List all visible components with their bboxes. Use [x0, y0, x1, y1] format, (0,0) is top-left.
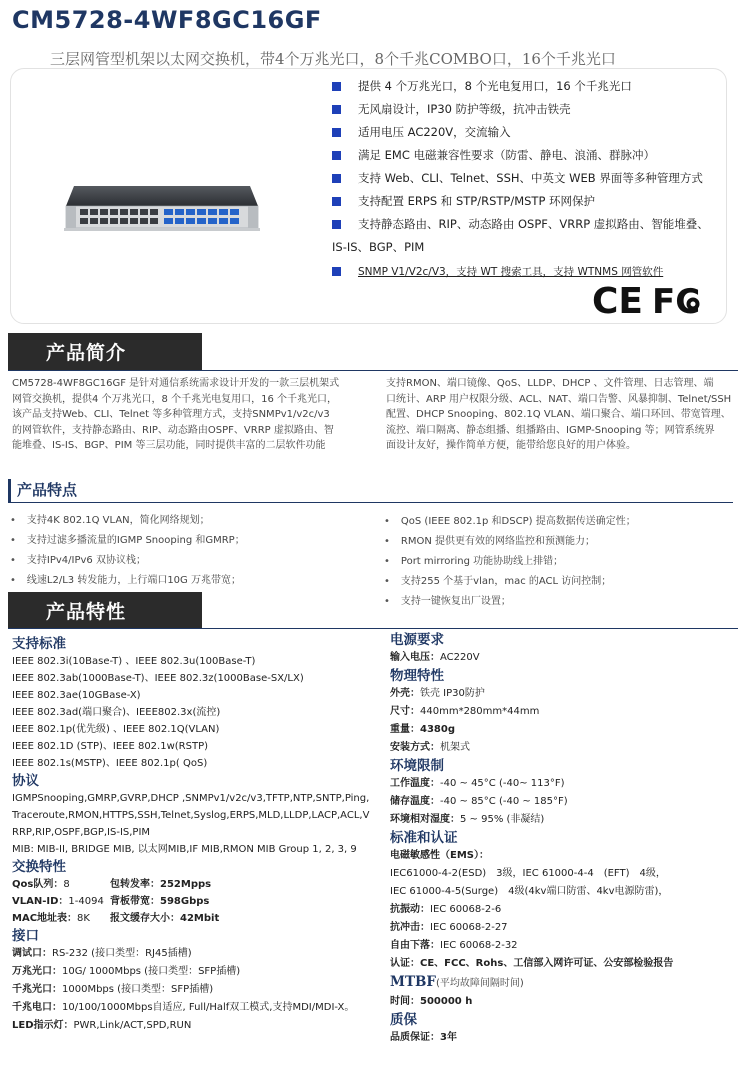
warranty-heading: 质保 — [390, 1012, 417, 1028]
warranty-item: 品质保证：3年 — [390, 1032, 457, 1043]
test-item: 抗冲击：IEC 60068-2-27 — [390, 922, 508, 933]
standard-item: IEEE 802.3ab(1000Base-T)、IEEE 802.3z(1000Base-SX/LX) — [12, 673, 304, 684]
feature-item: 支持静态路由、RIP、动态路由 OSPF、VRRP 虚拟路由、智能堆叠、 — [332, 216, 709, 232]
square-bullet-icon — [332, 174, 341, 183]
switching-heading: 交换特性 — [12, 859, 66, 875]
physical-item: 安装方式：机架式 — [390, 742, 470, 753]
standard-item: IEEE 802.1s(MSTP)、IEEE 802.1p( QoS) — [12, 758, 208, 769]
feature-item-continuation: IS-IS、BGP、PIM — [332, 240, 425, 254]
switch-product-image — [62, 182, 262, 234]
highlight-item: • 线速L2/L3 转发能力，上行端口10G 万兆带宽； — [10, 571, 245, 591]
specs-left-column — [12, 635, 374, 1035]
page-subtitle: 三层网管型机架以太网交换机，带4个万兆光口，8个千兆COMBO口，16个千兆光口 — [50, 50, 616, 68]
port-item: LED指示灯：PWR,Link/ACT,SPD,RUN — [12, 1020, 192, 1031]
intro-right-text: 支持RMON、端口镜像、QoS、LLDP、DHCP 、文件管理、日志管理、端 口统计、ARP 用户权限分级、ACL、NAT、端口告警、风暴抑制、Telnet/SSH 配置、DHCP Snooping、802.1Q VLAN、端口聚合、端口环回、带宽管理、 流控、端口隔离、静态组播、组播路由、IGMP-Snooping 等；网管系统界 面设计友好，操作简单方便，能带给您良好的用户体验。 — [386, 378, 732, 451]
svg-text:CE: CE — [592, 282, 644, 318]
standard-item: IEEE 802.1p(优先级) 、IEEE 802.1Q(VLAN) — [12, 724, 220, 735]
feature-item: 满足 EMC 电磁兼容性要求（防雷、静电、浪涌、群脉冲） — [332, 147, 655, 163]
power-item: 输入电压：AC220V — [390, 652, 480, 663]
physical-item: 外壳：铁壳 IP30防护 — [390, 688, 485, 699]
highlight-item: • QoS (IEEE 802.1p 和DSCP) 提高数据传送确定性； — [384, 512, 636, 532]
env-item: 储存温度：-40 ~ 85°C (-40 ~ 185°F) — [390, 796, 568, 807]
feature-item: 无风扇设计，IP30 防护等级，抗冲击铁壳 — [332, 101, 571, 117]
env-item: 工作温度：-40 ~ 45°C (-40~ 113°F) — [390, 778, 565, 789]
section-divider — [8, 628, 738, 629]
standard-item: IEEE 802.3ad(端口聚合)、IEEE802.3x(流控) — [12, 707, 221, 718]
protocol-heading: 协议 — [12, 773, 39, 789]
switching-row: VLAN-ID：1-4094 背板带宽：598Gbps — [12, 896, 210, 907]
feature-item: 适用电压 AC220V，交流输入 — [332, 124, 511, 140]
ce-logo — [592, 282, 643, 318]
switching-row: MAC地址表：8K 报文缓存大小：42Mbit — [12, 913, 220, 924]
protocol-list: IGMPSnooping,GMRP,GVRP,DHCP ,SNMPv1/v2c/v3,TFTP,NTP,SNTP,Ping,Traceroute,RMON,HTTPS,SSH,Telnet,Syslog,ERPS,MLD,LLDP,LACP,ACL,VRRP,RIP,OSPF,BGP,IS-IS,PIM — [12, 793, 370, 838]
square-bullet-icon — [332, 151, 341, 160]
intro-left-text: CM5728-4WF8GC16GF 是针对通信系统需求设计开发的一款三层机架式 网管交换机，提供4 个万兆光口，8 个千兆光电复用口，16 个千兆光口， 该产品支持Web、CLI、Telnet 等多种管理方式，支持SNMPv1/v2c/v3 的网管软件，支持静态路由、RIP、动态路由OSPF、VRRP 虚拟路由、智 能堆叠、IS-IS、BGP、PIM 等三层功能，同时提供丰富的二层软件功能 — [12, 378, 340, 451]
standard-item: IEEE 802.3i(10Base-T) 、IEEE 802.3u(100Base-T) — [12, 656, 256, 667]
mtbf-heading: MTBF(平均故障间隔时间) — [390, 974, 524, 990]
env-item: 环境相对湿度：5 ~ 95% (非凝结) — [390, 814, 545, 825]
fcc-logo — [652, 282, 700, 318]
square-bullet-icon — [332, 128, 341, 137]
feature-item: SNMP V1/V2c/V3，支持 WT 搜索工具，支持 WTNMS 网管软件 — [332, 264, 663, 279]
section-divider — [8, 370, 738, 371]
highlights-right-list — [384, 512, 636, 612]
standard-item: IEEE 802.3ae(10GBase-X) — [12, 690, 141, 701]
highlight-item: • 支持一键恢复出厂设置； — [384, 592, 636, 612]
port-item: 千兆光口：1000Mbps (接口类型：SFP插槽) — [12, 984, 214, 995]
cert-logos — [592, 282, 704, 318]
ports-heading: 接口 — [12, 928, 39, 944]
power-heading: 电源要求 — [390, 632, 444, 648]
svg-text:FC: FC — [652, 282, 701, 318]
approvals-item: 认证：CE、FCC、Rohs、工信部入网许可证、公安部检验报告 — [390, 958, 674, 969]
highlight-item: • 支持4K 802.1Q VLAN，简化网络规划； — [10, 511, 245, 531]
test-item: 自由下落：IEC 60068-2-32 — [390, 940, 518, 951]
switching-row: Qos队列：8 包转发率：252Mpps — [12, 879, 212, 890]
emc-item: IEC 61000-4-5(Surge) 4级(4kv端口防雷、4kv电源防雷)， — [390, 886, 669, 897]
page-title: CM5728-4WF8GC16GF — [12, 6, 322, 34]
highlight-item: • 支持过滤多播流量的IGMP Snooping 和GMRP； — [10, 531, 245, 551]
square-bullet-icon — [332, 267, 341, 276]
port-item: 千兆电口：10/100/1000Mbps自适应, Full/Half双工模式,支持MDI/MDI-X。 — [12, 1002, 355, 1013]
standard-item: IEEE 802.1D (STP)、IEEE 802.1w(RSTP) — [12, 741, 209, 752]
physical-item: 尺寸：440mm*280mm*44mm — [390, 706, 540, 717]
certification-heading: 标准和认证 — [390, 830, 458, 846]
feature-item: 支持配置 ERPS 和 STP/RSTP/MSTP 环网保护 — [332, 193, 595, 209]
environment-heading: 环境限制 — [390, 758, 444, 774]
section-header-highlights: 产品特点 — [8, 479, 733, 503]
physical-heading: 物理特性 — [390, 668, 444, 684]
mib-list: MIB: MIB-II, BRIDGE MIB, 以太网MIB,IF MIB,RMON MIB Group 1, 2, 3, 9 — [12, 844, 357, 855]
emc-heading: 电磁敏感性（EMS）： — [390, 850, 489, 861]
port-item: 调试口：RS-232 (接口类型：RJ45插槽) — [12, 948, 192, 959]
feature-item: 提供 4 个万兆光口，8 个光电复用口，16 个千兆光口 — [332, 78, 632, 94]
feature-item: 支持 Web、CLI、Telnet、SSH、中英文 WEB 界面等多种管理方式 — [332, 170, 703, 186]
highlight-item: • RMON 提供更有效的网络监控和预测能力； — [384, 532, 636, 552]
highlight-item: • 支持255 个基于vlan，mac 的ACL 访问控制； — [384, 572, 636, 592]
highlights-left-list — [10, 511, 245, 591]
highlight-item: • 支持IPv4/IPv6 双协议栈； — [10, 551, 245, 571]
square-bullet-icon — [332, 197, 341, 206]
square-bullet-icon — [332, 220, 341, 229]
section-band-intro: 产品简介 — [8, 333, 202, 370]
highlight-item: • Port mirroring 功能协助线上排错； — [384, 552, 636, 572]
physical-item: 重量：4380g — [390, 724, 455, 735]
mtbf-item: 时间：500000 h — [390, 996, 473, 1007]
square-bullet-icon — [332, 82, 341, 91]
emc-item: IEC61000-4-2(ESD) 3级，IEC 61000-4-4 (EFT) 4级， — [390, 868, 666, 879]
section-band-specs: 产品特性 — [8, 592, 202, 629]
specs-right-column — [390, 631, 735, 1047]
square-bullet-icon — [332, 105, 341, 114]
test-item: 抗振动：IEC 60068-2-6 — [390, 904, 502, 915]
standards-heading: 支持标准 — [12, 636, 66, 652]
port-item: 万兆光口：10G/ 1000Mbps (接口类型：SFP插槽) — [12, 966, 241, 977]
